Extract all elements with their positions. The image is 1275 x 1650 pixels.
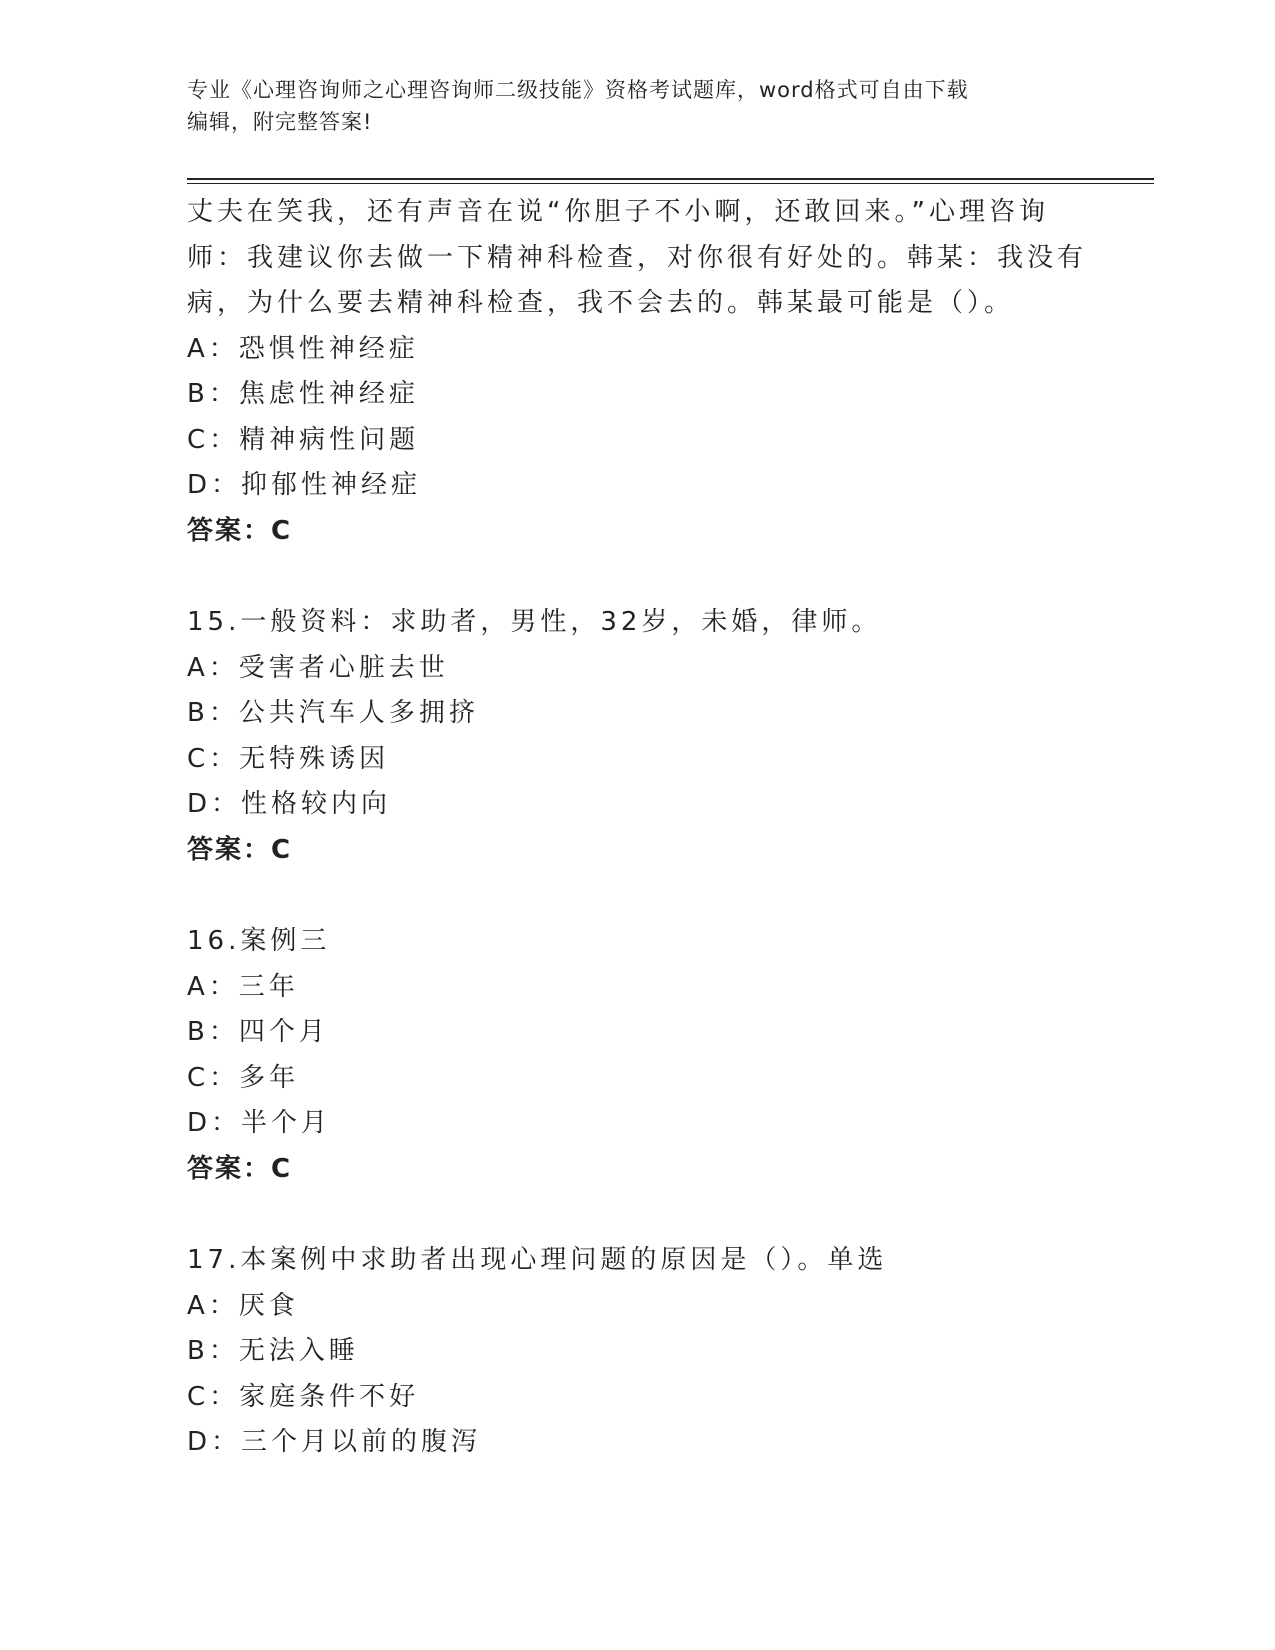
question-text-line: 丈夫在笑我，还有声音在说“你胆子不小啊，还敢回来。”心理咨询 [187,197,1049,227]
header-rule-thin [187,183,1154,184]
header-rule-thick [187,178,1154,180]
question-text-line: 师：我建议你去做一下精神科检查，对你很有好处的。韩某：我没有 [187,242,1088,273]
option-a: A：三年 [187,971,299,1002]
question-text-line: 病，为什么要去精神科检查，我不会去的。韩某最可能是（）。 [187,288,1015,318]
spacer [187,1192,1067,1238]
option-d: D：性格较内向 [187,789,392,819]
question-14 [187,190,1088,554]
spacer [187,873,1067,919]
option-a: A：厌食 [187,1290,299,1321]
spacer [187,554,1067,600]
question-15 [187,600,1067,873]
answer-line: 答案：C [187,834,293,865]
option-c: C：家庭条件不好 [187,1381,420,1412]
option-d: D：抑郁性神经症 [187,470,422,500]
option-d: D：半个月 [187,1108,332,1138]
answer-line: 答案：C [187,515,293,546]
option-c: C：无特殊诱因 [187,743,390,774]
document-body [187,190,1088,1466]
option-b: B：无法入睡 [187,1336,359,1366]
document-header [187,74,1087,138]
header-line-2: 编辑，附完整答案! [187,110,373,134]
option-b: B：焦虑性神经症 [187,379,419,409]
question-17 [187,1238,1067,1466]
option-d: D：三个月以前的腹泻 [187,1427,482,1457]
question-16 [187,919,1067,1192]
question-text: 17.本案例中求助者出现心理问题的原因是（）。单选 [187,1245,888,1275]
option-b: B：公共汽车人多拥挤 [187,698,479,728]
header-line-1: 专业《心理咨询师之心理咨询师二级技能》资格考试题库，word格式可自由下载 [187,78,969,102]
question-text: 15.一般资料：求助者，男性，32岁，未婚，律师。 [187,607,882,637]
option-c: C：多年 [187,1062,300,1093]
option-b: B：四个月 [187,1017,329,1047]
answer-line: 答案：C [187,1153,293,1184]
question-text: 16.案例三 [187,926,331,956]
option-a: A：受害者心脏去世 [187,652,449,683]
option-c: C：精神病性问题 [187,424,420,455]
option-a: A：恐惧性神经症 [187,333,419,364]
